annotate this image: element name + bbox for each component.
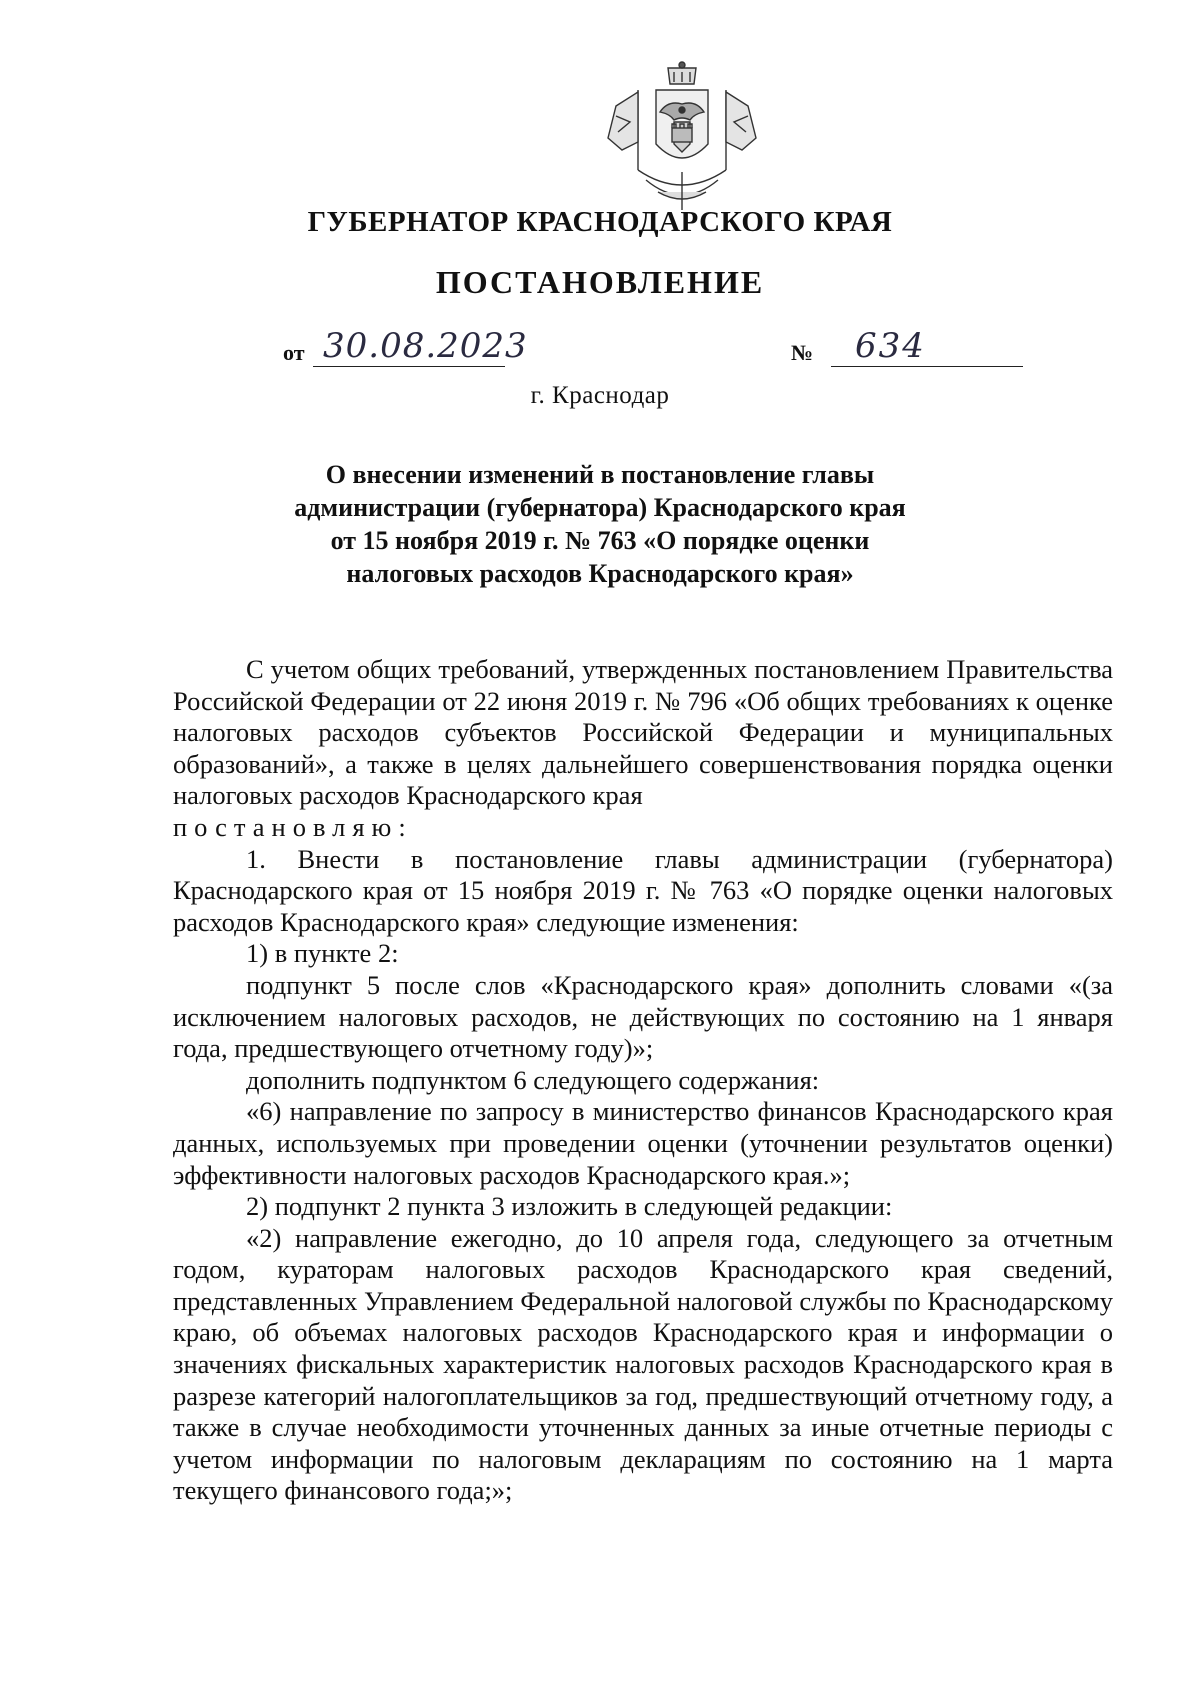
paragraph-subitem-2: «2) направление ежегодно, до 10 апреля года, следующего за отчетным годом, кураторам налоговых расходов Краснодарского края сведений, представленных Управлением Федеральной налоговой службы по Краснодарскому краю, об объемах налоговых расходов Краснодарского края и информации о значениях фискальных характеристик налоговых расходов Краснодарского края в разрезе категорий налогоплательщиков за год, предшествующий отчетному году, а также в случае необходимости уточненных данных за иные отчетные периоды с учетом информации по налоговым декларациям по состоянию на 1 марта текущего финансового года;»;	[173, 1222, 1113, 1506]
date-prefix: от	[283, 340, 305, 365]
handwritten-date: 30.08.2023	[323, 326, 528, 366]
date-number-row	[283, 326, 1043, 370]
intro-paragraph: С учетом общих требований, утвержденных постановлением Правительства Российской Федерации от 22 июня 2019 г. № 796 «Об общих требованиях к оценке налоговых расходов субъектов Российской Федерации и муниципальных образований», а также в целях дальнейшего совершенствования порядка оценки налоговых расходов Краснодарского края	[173, 654, 1113, 811]
krasnodar-coat-of-arms-icon	[598, 60, 766, 218]
city: г. Краснодар	[530, 382, 670, 409]
document-title	[250, 458, 950, 590]
paragraph-add-subitem: дополнить подпунктом 6 следующего содержания:	[246, 1064, 820, 1095]
handwritten-number: 634	[855, 326, 926, 366]
issuing-authority: ГУБЕРНАТОР КРАСНОДАРСКОГО КРАЯ	[307, 206, 893, 238]
number-underline	[831, 366, 1023, 367]
paragraph-subitem-5: подпункт 5 после слов «Краснодарского края» дополнить словами «(за исключением налоговых расходов, не действующих по состоянию на 1 января года, предшествующего отчетному году)»;	[173, 969, 1113, 1064]
paragraph-subitem-6: «6) направление по запросу в министерство финансов Краснодарского края данных, используемых при проведении оценки (уточнении результатов оценки) эффективности налоговых расходов Краснодарского края.»;	[173, 1096, 1113, 1190]
title-line: налоговых расходов Краснодарского края»	[346, 559, 854, 588]
document-body	[173, 654, 1113, 1507]
title-line: от 15 ноября 2019 г. № 763 «О порядке оценки	[330, 526, 870, 555]
paragraph-1: 1. Внести в постановление главы администрации (губернатора) Краснодарского края от 15 ноября 2019 г. № 763 «О порядке оценки налоговых расходов Краснодарского края» следующие изменения:	[173, 843, 1113, 937]
document-type: ПОСТАНОВЛЕНИЕ	[435, 264, 765, 300]
paragraph-item-2: 2) подпункт 2 пункта 3 изложить в следующей редакции:	[246, 1191, 893, 1222]
paragraph-item-1: 1) в пункте 2:	[246, 938, 399, 969]
title-line: администрации (губернатора) Краснодарского края	[294, 493, 906, 522]
date-underline	[313, 366, 505, 367]
title-line: О внесении изменений в постановление главы	[325, 460, 875, 489]
number-prefix: №	[791, 340, 814, 365]
resolve-word: постановляю:	[173, 811, 413, 842]
